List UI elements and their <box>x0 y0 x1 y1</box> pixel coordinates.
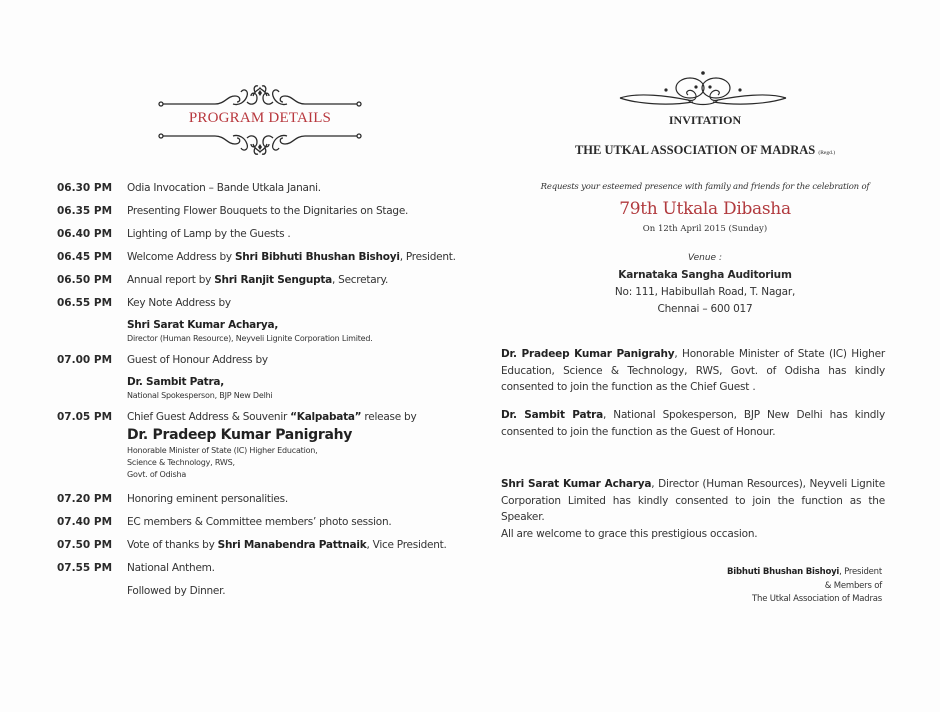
signature-block <box>727 566 882 607</box>
request-line: Requests your esteemed presence with family and friends for the celebration of <box>540 182 870 192</box>
desc-text: Guest of Honour Address by <box>127 354 268 366</box>
schedule-row <box>57 228 457 241</box>
schedule-desc: Presenting Flower Bouquets to the Dignitaries on Stage. <box>127 205 409 217</box>
schedule-time <box>57 585 127 598</box>
speaker-name: Shri Sarat Kumar Acharya, <box>127 319 279 331</box>
person-name: Shri Sarat Kumar Acharya <box>501 478 652 490</box>
schedule-row <box>57 251 457 264</box>
schedule-desc: EC members & Committee members’ photo session. <box>127 516 392 528</box>
schedule-time: 07.55 PM <box>57 562 113 574</box>
desc-text <box>127 411 457 424</box>
chief-guest-paragraph <box>501 346 885 396</box>
souvenir-name: “Kalpabata” <box>290 411 362 423</box>
schedule-time: 06.30 PM <box>57 182 113 194</box>
program-schedule <box>57 182 457 598</box>
guest-of-honour-paragraph <box>501 407 885 440</box>
desc-text: Key Note Address by <box>127 297 231 309</box>
venue-city: Chennai – 600 017 <box>657 303 753 315</box>
paragraph-text: , National Spokesperson, BJP New Delhi has kindly consented to join the function as the Guest of Honour. <box>501 409 885 438</box>
schedule-time: 07.40 PM <box>57 516 113 528</box>
desc-text: , President. <box>399 251 456 263</box>
invitation-title: INVITATION <box>668 113 742 127</box>
signature-line: The Utkal Association of Madras <box>752 594 882 604</box>
paragraph-text: , Director (Human Resources), Neyveli Lignite Corporation Limited has kindly consented to join the function as the Speaker. <box>501 478 885 523</box>
speaker-role: Honorable Minister of State (IC) Higher Education, <box>127 446 318 455</box>
paragraph-text: All are welcome to grace this prestigious occasion. <box>501 528 758 540</box>
signature-line: & Members of <box>824 580 882 591</box>
desc-text: Vote of thanks by <box>127 539 218 551</box>
speaker-role: Govt. of Odisha <box>127 470 187 479</box>
schedule-time: 07.20 PM <box>57 493 113 505</box>
invitation-page <box>470 0 940 712</box>
schedule-desc <box>127 274 457 287</box>
schedule-row <box>57 354 457 401</box>
flourish-ornament-icon <box>155 130 365 158</box>
signatory-name: Bibhuti Bhushan Bishoyi <box>726 567 840 577</box>
schedule-desc: National Anthem. <box>127 562 215 574</box>
signature-line <box>727 566 882 580</box>
speaker-role: Science & Technology, RWS, <box>127 458 235 467</box>
schedule-row <box>57 297 457 344</box>
desc-text: Welcome Address by <box>127 251 235 263</box>
schedule-row <box>57 562 457 575</box>
schedule-time: 07.50 PM <box>57 539 113 551</box>
flourish-ornament-icon <box>155 82 365 110</box>
schedule-desc <box>127 251 457 264</box>
speaker-role: Director (Human Resource), Neyveli Lignite Corporation Limited. <box>127 334 373 343</box>
schedule-time: 06.40 PM <box>57 228 113 240</box>
schedule-desc: Honoring eminent personalities. <box>127 493 288 505</box>
schedule-row <box>57 516 457 529</box>
desc-text: release by <box>361 411 417 423</box>
schedule-time: 06.35 PM <box>57 205 113 217</box>
person-name: Dr. Sambit Patra <box>501 409 604 421</box>
schedule-row <box>57 493 457 506</box>
venue-name: Karnataka Sangha Auditorium <box>618 269 792 281</box>
welcome-paragraph <box>501 526 885 543</box>
schedule-desc <box>127 539 457 552</box>
schedule-row <box>57 411 457 480</box>
signatory-title: , President <box>839 567 882 577</box>
schedule-desc: Odia Invocation – Bande Utkala Janani. <box>127 182 321 194</box>
schedule-time: 06.55 PM <box>57 297 113 309</box>
schedule-desc: Lighting of Lamp by the Guests . <box>127 228 291 240</box>
schedule-row <box>57 182 457 195</box>
venue-label: Venue : <box>687 253 722 263</box>
person-name: Shri Ranjit Sengupta <box>214 274 332 286</box>
swirl-ornament-icon <box>618 70 788 112</box>
association-name <box>498 143 912 158</box>
event-date: On 12th April 2015 (Sunday) <box>642 224 768 234</box>
schedule-time: 06.45 PM <box>57 251 113 263</box>
schedule-time: 06.50 PM <box>57 274 113 286</box>
desc-text: Chief Guest Address & Souvenir <box>127 411 291 423</box>
schedule-row <box>57 205 457 218</box>
desc-text: Annual report by <box>127 274 215 286</box>
schedule-row <box>57 585 457 598</box>
speaker-paragraph <box>501 476 885 526</box>
association-title: THE UTKAL ASSOCIATION OF MADRAS <box>574 143 816 157</box>
paragraph-text: , Honorable Minister of State (IC) Higher Education, Science & Technology, RWS, Govt. of Odisha has kindly consented to join the function as the Chief Guest . <box>501 348 885 393</box>
schedule-row <box>57 539 457 552</box>
speaker-role: National Spokesperson, BJP New Delhi <box>127 391 273 400</box>
desc-text: , Secretary. <box>331 274 389 286</box>
person-name: Shri Manabendra Pattnaik <box>217 539 367 551</box>
program-title: PROGRAM DETAILS <box>188 110 332 126</box>
schedule-desc <box>127 411 457 480</box>
schedule-desc: Followed by Dinner. <box>127 585 226 597</box>
chief-guest-name: Dr. Pradeep Kumar Panigrahy <box>127 427 353 443</box>
schedule-time: 07.05 PM <box>57 411 113 423</box>
schedule-desc <box>127 354 457 401</box>
schedule-desc <box>127 297 457 344</box>
desc-text: , Vice President. <box>366 539 447 551</box>
speaker-name: Dr. Sambit Patra, <box>127 376 224 388</box>
schedule-time: 07.00 PM <box>57 354 113 366</box>
regd-mark: (Regd.) <box>818 150 836 156</box>
event-name: 79th Utkala Dibasha <box>619 199 791 219</box>
schedule-row <box>57 274 457 287</box>
person-name: Dr. Pradeep Kumar Panigrahy <box>501 348 675 360</box>
person-name: Shri Bibhuti Bhushan Bishoyi <box>235 251 400 263</box>
venue-address: No: 111, Habibullah Road, T. Nagar, <box>614 286 796 298</box>
